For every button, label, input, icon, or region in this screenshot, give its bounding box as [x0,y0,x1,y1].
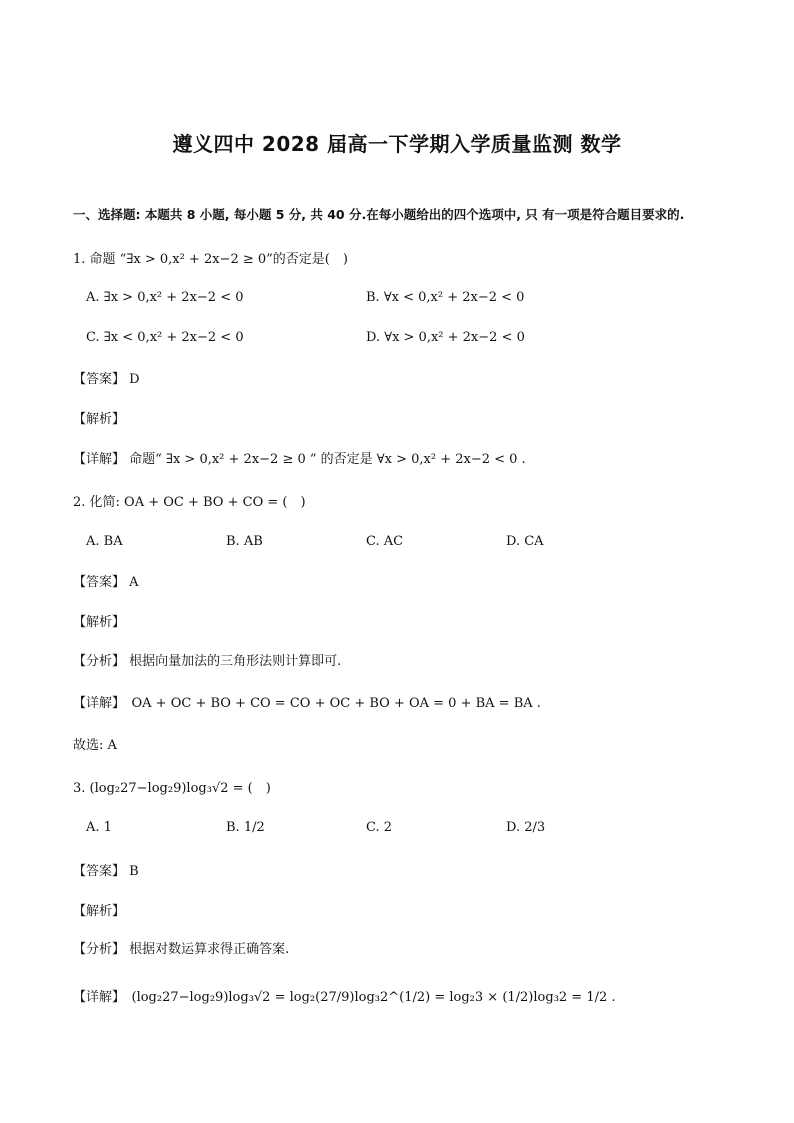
section-heading: 一、选择题: 本题共 8 小题, 每小题 5 分, 共 40 分.在每小题给出的四个选项中, 只 有一项是符合题目要求的. [73,207,685,222]
question-3-option-a: A. 1 [86,820,112,835]
question-2-analysis: 【解析】 [73,615,126,630]
question-1-option-d: D. ∀x > 0,x² + 2x−2 < 0 [366,330,525,345]
question-3-detail: 【详解】 (log₂27−log₂9)log₃√2 = log₂(27/9)log₃2^(1/2) = log₂3 × (1/2)log₃2 = 1/2 . [73,990,616,1005]
question-3-option-b: B. 1/2 [226,820,265,835]
question-2-option-d: D. CA [506,534,544,549]
question-1-analysis: 【解析】 [73,412,126,427]
question-3-option-c: C. 2 [366,820,393,835]
question-2-detail: 【详解】 OA + OC + BO + CO = CO + OC + BO + OA = 0 + BA = BA . [73,696,541,711]
question-3-analysis: 【解析】 [73,904,126,919]
question-1-option-b: B. ∀x < 0,x² + 2x−2 < 0 [366,290,525,305]
question-1-option-a: A. ∃x > 0,x² + 2x−2 < 0 [86,290,244,305]
page-title: 遵义四中 2028 届高一下学期入学质量监测 数学 [172,132,622,156]
question-2-answer: 【答案】 A [73,575,139,590]
question-2-conclusion: 故选: A [73,738,117,753]
question-1-stem: 1. 命题 “∃x > 0,x² + 2x−2 ≥ 0”的否定是( ) [73,252,348,267]
question-2-stem: 2. 化简: OA + OC + BO + CO = ( ) [73,495,306,510]
question-1-option-c: C. ∃x < 0,x² + 2x−2 < 0 [86,330,244,345]
question-1-detail: 【详解】 命题“ ∃x > 0,x² + 2x−2 ≥ 0 ” 的否定是 ∀x > 0,x² + 2x−2 < 0 . [73,452,526,467]
question-2-option-c: C. AC [366,534,404,549]
question-2-option-b: B. AB [226,534,263,549]
question-2-fenxi: 【分析】 根据向量加法的三角形法则计算即可. [73,654,342,669]
question-3-answer: 【答案】 B [73,864,139,879]
question-3-fenxi: 【分析】 根据对数运算求得正确答案. [73,942,290,957]
question-3-option-d: D. 2/3 [506,820,546,835]
question-3-stem: 3. (log₂27−log₂9)log₃√2 = ( ) [73,781,271,796]
question-1-answer: 【答案】 D [73,372,140,387]
question-2-option-a: A. BA [86,534,123,549]
